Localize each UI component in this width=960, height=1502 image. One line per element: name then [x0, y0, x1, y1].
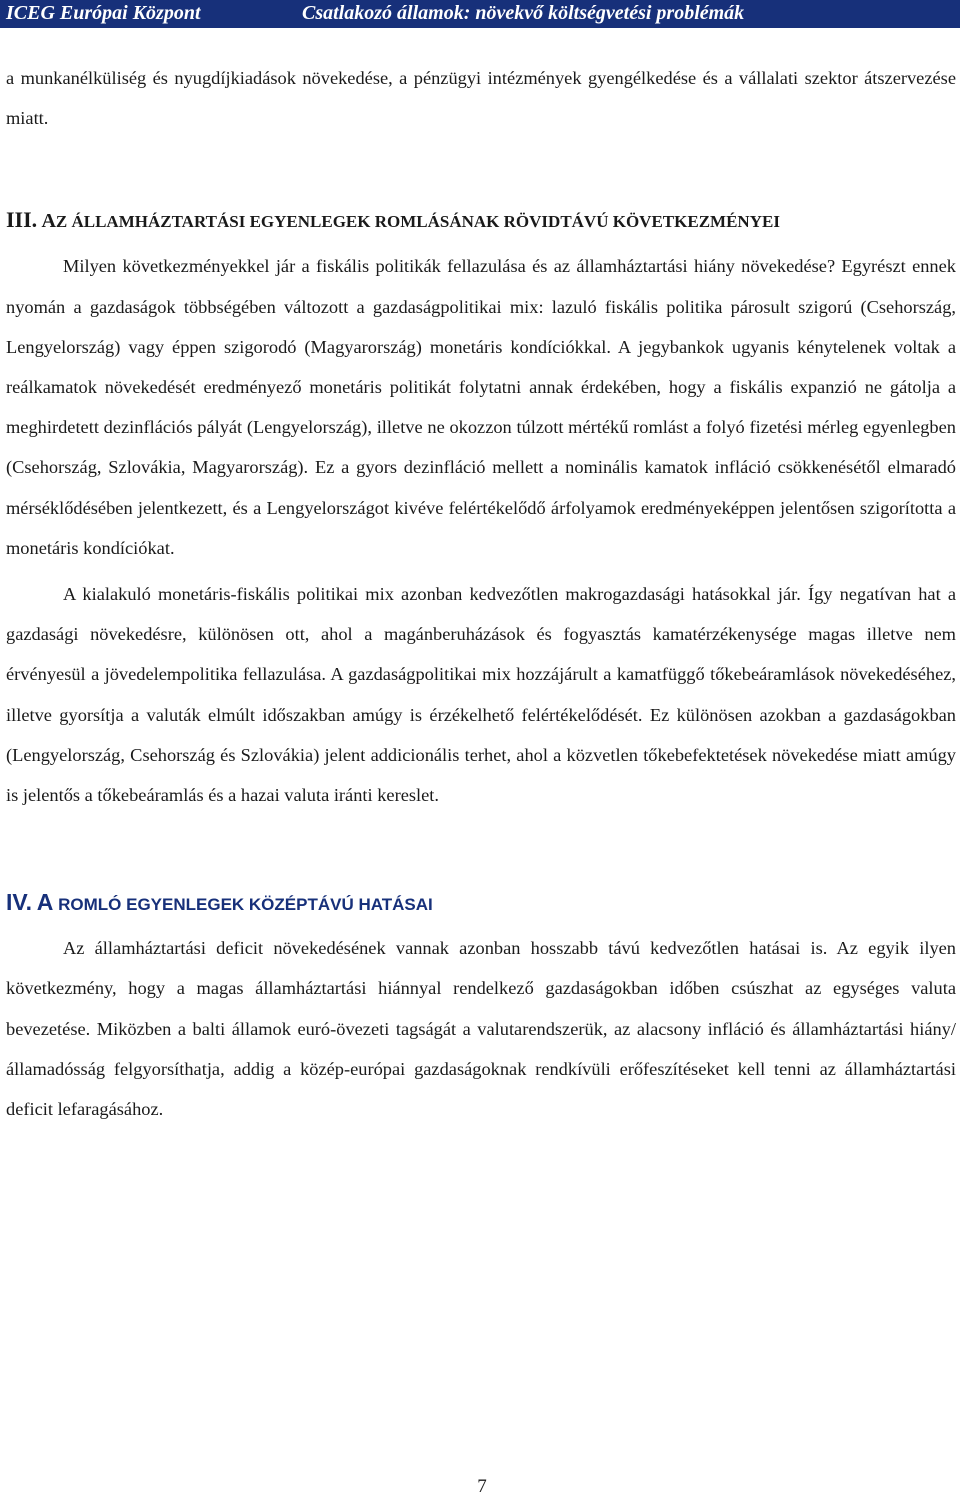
section-3-title: Z ÁLLAMHÁZTARTÁSI EGYENLEGEK ROMLÁSÁNAK RÖVIDTÁVÚ KÖVETKEZMÉNYEI: [55, 212, 780, 232]
section-4-title: ROMLÓ EGYENLEGEK KÖZÉPTÁVÚ HATÁSAI: [58, 895, 433, 915]
section-4-heading: [6, 887, 956, 920]
header-document-title: Csatlakozó államok: növekvő költségvetési problémák: [302, 2, 745, 24]
section-3-initial: A: [41, 210, 56, 233]
section-3-number: III.: [6, 207, 38, 233]
page-number: 7: [477, 1476, 487, 1497]
section-3-heading: [6, 208, 956, 234]
header-organization: ICEG Európai Központ: [6, 2, 201, 24]
header-bar: [0, 0, 960, 28]
intro-paragraph: a munkanélküliség és nyugdíjkiadások növekedése, a pénzügyi intézmények gyengélkedése és a vállalati szektor átszervezése miatt.: [6, 68, 956, 129]
section-4-paragraph-1: Az államháztartási deficit növekedésének vannak azonban hosszabb távú kedvezőtlen hatásai is. Az egyik ilyen következmény, hogy a magas államháztartási hiánnyal rendelkező gazdaságokban időben csúszhat az egységes valuta bevezetése. Miközben a balti államok euró-övezeti tagságát a valutarendszerük, az alacsony infláció és államháztartási hiány/államadósság felgyorsíthatja, addig a közép-európai gazdaságoknak rendkívüli erőfeszítéseket kell tenni az államháztartási deficit lefaragásához.: [6, 938, 956, 1120]
section-3-paragraph-1: Milyen következményekkel jár a fiskális politikák fellazulása és az államháztartási hiány növekedése? Egyrészt ennek nyomán a gazdaságok többségében változott a gazdaságpolitikai mix: lazuló fiskális politika párosult szigorú (Csehország, Lengyelország) vagy éppen szigorodó (Magyarország) monetáris kondíciókkal. A jegybankok ugyanis kénytelenek voltak a reálkamatok növekedését eredményező monetáris politikát folytatni annak érdekében, hogy a fiskális expanzió ne gátolja a meghirdetett dezinflációs pályát (Lengyelország), illetve ne okozzon túlzott mértékű romlást a folyó fizetési mérleg egyenlegben (Csehország, Szlovákia, Magyarország). Ez a gyors dezinfláció mellett a nominális kamatok infláció csökkenésétől elmaradó mérséklődésében jelentkezett, és a Lengyelországot kivéve felértékelődő árfolyamok eredményeképpen jelentősen szigorította a monetáris kondíciókat.: [6, 256, 956, 558]
section-3-paragraph-2: A kialakuló monetáris-fiskális politikai mix azonban kedvezőtlen makrogazdasági hatásokkal jár. Így negatívan hat a gazdasági növekedésre, különösen ott, ahol a magánberuházások és fogyasztás kamatérzékenysége magas illetve nem érvényesül a jövedelempolitika fellazulása. A gazdaságpolitikai mix hozzájárult a kamatfüggő tőkebeáramlások növekedéséhez, illetve gyorsítja a valuták elmúlt időszakban amúgy is érzékelhető felértékelődését. Ez különösen azokban a gazdaságokban (Lengyelország, Csehország és Szlovákia) jelent addicionális terhet, ahol a közvetlen tőkebefektetések növekedése miatt amúgy is jelentős a tőkebeáramlás és a hazai valuta iránti kereslet.: [6, 584, 956, 806]
section-4-number: IV.: [6, 889, 33, 916]
document-body: [6, 58, 956, 1129]
section-4-initial: A: [36, 889, 54, 916]
